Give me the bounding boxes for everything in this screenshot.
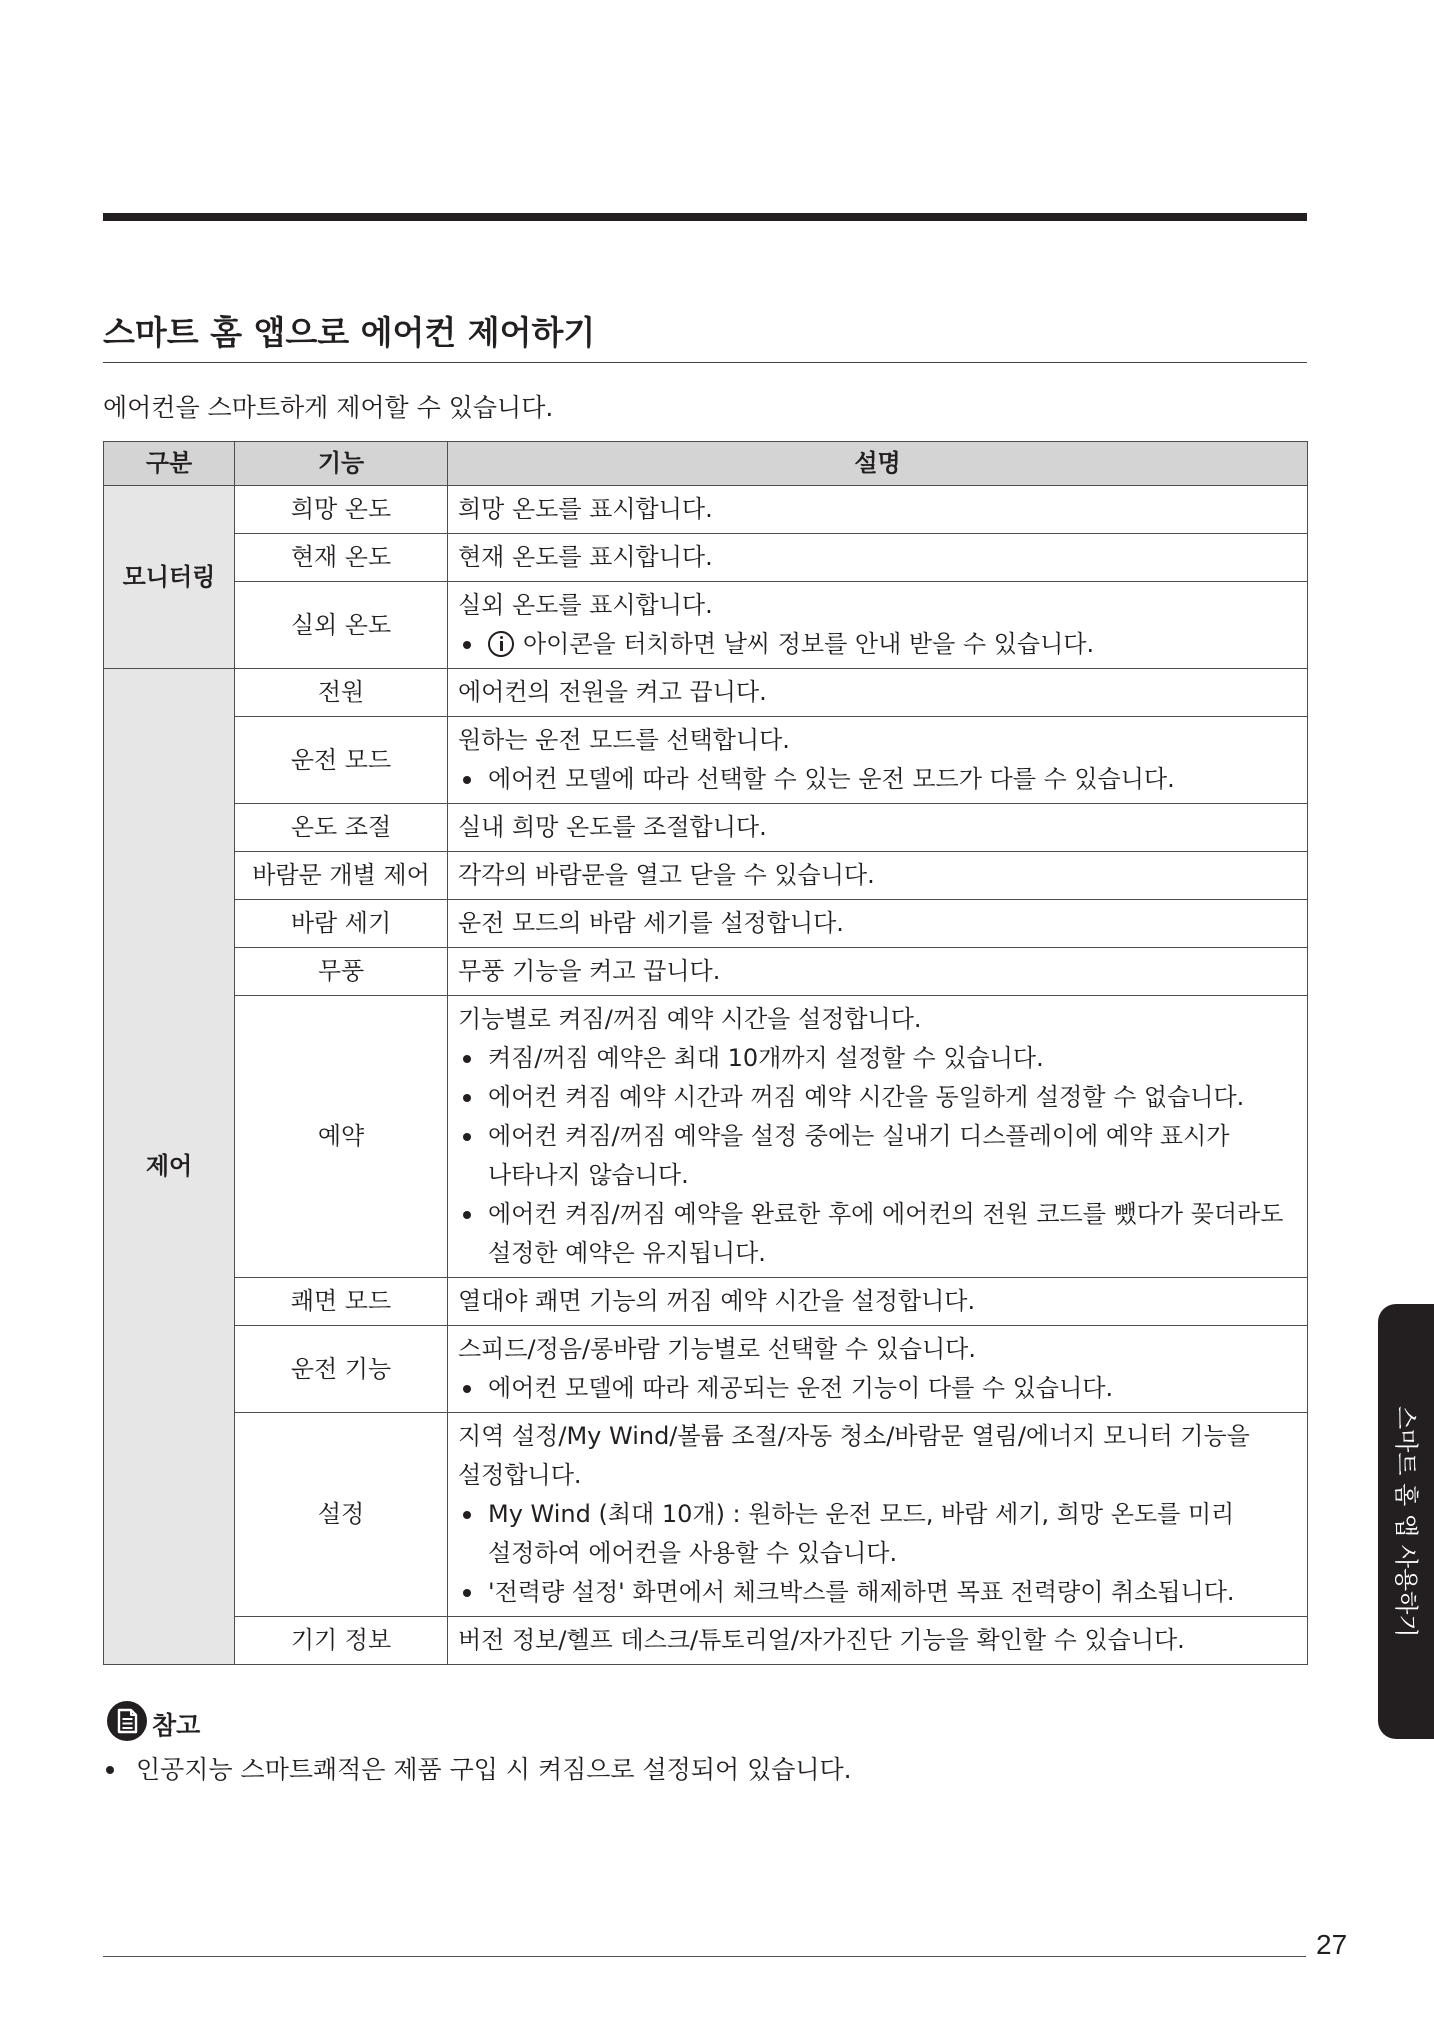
description-line: 에어컨의 전원을 켜고 끕니다. [458, 678, 767, 706]
bullet-text: 켜짐/꺼짐 예약은 최대 10개까지 설정할 수 있습니다. [488, 1044, 1044, 1072]
feature-table [103, 441, 1308, 1665]
bullet-item [458, 760, 1307, 799]
description-line: 스피드/정음/롱바람 기능별로 선택할 수 있습니다. [458, 1335, 976, 1363]
function-cell [235, 534, 448, 582]
page-number: 27 [1316, 1929, 1348, 1960]
function-label: 설정 [317, 1500, 365, 1528]
bullet-text: 에어컨 켜짐/꺼짐 예약을 설정 중에는 실내기 디스플레이에 예약 표시가 [488, 1122, 1230, 1150]
description-cell [448, 948, 1308, 996]
table-row [104, 804, 1308, 852]
function-label: 기기 정보 [290, 1626, 392, 1654]
function-cell [235, 948, 448, 996]
bullet-text: 에어컨 켜짐 예약 시간과 꺼짐 예약 시간을 동일하게 설정할 수 없습니다. [488, 1083, 1245, 1111]
description-cell [448, 717, 1308, 804]
description-cell [448, 1413, 1308, 1617]
bullet-item [458, 1039, 1307, 1078]
note-icon [107, 1701, 147, 1741]
header-category: 구분 [104, 442, 235, 486]
function-cell [235, 804, 448, 852]
function-label: 쾌면 모드 [290, 1287, 392, 1315]
description-line: 원하는 운전 모드를 선택합니다. [458, 726, 790, 754]
description-cell [448, 996, 1308, 1278]
table-row [104, 717, 1308, 804]
table-header-row [104, 442, 1308, 486]
function-label: 실외 온도 [290, 610, 392, 639]
footer-rule [103, 1956, 1306, 1957]
description-cell [448, 804, 1308, 852]
bullet-text: 에어컨 모델에 따라 제공되는 운전 기능이 다를 수 있습니다. [488, 1374, 1114, 1402]
function-label: 운전 기능 [290, 1354, 392, 1383]
function-cell [235, 996, 448, 1278]
category-label: 제어 [145, 1152, 193, 1180]
description-cell [448, 669, 1308, 717]
description-line: 무풍 기능을 켜고 끕니다. [458, 957, 721, 985]
table-row [104, 1278, 1308, 1326]
table-row [104, 534, 1308, 582]
function-label: 바람문 개별 제어 [252, 861, 430, 889]
table-row [104, 900, 1308, 948]
bullet-text: 아이콘을 터치하면 날씨 정보를 안내 받을 수 있습니다. [523, 630, 1095, 658]
function-cell [235, 1413, 448, 1617]
description-cell [448, 582, 1308, 669]
bullet-item [458, 1195, 1307, 1273]
bullet-text: 에어컨 모델에 따라 선택할 수 있는 운전 모드가 다를 수 있습니다. [488, 765, 1175, 793]
table-row [104, 486, 1308, 534]
function-cell [235, 852, 448, 900]
description-cell [448, 1326, 1308, 1413]
header-description: 설명 [448, 442, 1308, 486]
note-bullet-item: 인공지능 스마트쾌적은 제품 구입 시 켜짐으로 설정되어 있습니다. [103, 1755, 852, 1785]
bullet-item [458, 1078, 1307, 1117]
function-cell [235, 717, 448, 804]
description-line: 현재 온도를 표시합니다. [458, 543, 713, 571]
description-cell [448, 852, 1308, 900]
bullet-text: 에어컨 켜짐/꺼짐 예약을 완료한 후에 에어컨의 전원 코드를 뺐다가 꽂더라도 [488, 1200, 1284, 1228]
description-cell [448, 1617, 1308, 1665]
function-cell [235, 1278, 448, 1326]
table-row [104, 669, 1308, 717]
section-top-bar [103, 213, 1307, 221]
table-row [104, 996, 1308, 1278]
category-cell-control [104, 669, 235, 1665]
table-row [104, 1413, 1308, 1617]
intro-text: 에어컨을 스마트하게 제어할 수 있습니다. [103, 393, 554, 422]
function-label: 현재 온도 [290, 543, 392, 571]
function-label: 전원 [317, 678, 365, 706]
side-tab-label: 스마트 홈 앱 사용하기 [1392, 1405, 1420, 1638]
table-row [104, 852, 1308, 900]
bullet-item [458, 1495, 1307, 1573]
description-line: 열대야 쾌면 기능의 꺼짐 예약 시간을 설정합니다. [458, 1287, 976, 1315]
description-line: 실내 희망 온도를 조절합니다. [458, 813, 767, 841]
bullet-text: 설정하여 에어컨을 사용할 수 있습니다. [488, 1539, 898, 1567]
function-cell [235, 1326, 448, 1413]
function-cell [235, 1617, 448, 1665]
bullet-item [458, 1369, 1307, 1408]
bullet-item [458, 1117, 1307, 1195]
function-label: 바람 세기 [290, 909, 392, 937]
bullet-text: My Wind (최대 10개) : 원하는 운전 모드, 바람 세기, 희망 온도를 미리 [488, 1500, 1235, 1528]
table-row [104, 1326, 1308, 1413]
bullet-item [458, 625, 1307, 664]
function-label: 예약 [317, 1122, 365, 1150]
function-cell [235, 582, 448, 669]
side-section-tab [1378, 1304, 1434, 1739]
description-line: 각각의 바람문을 열고 닫을 수 있습니다. [458, 861, 875, 889]
table-row [104, 948, 1308, 996]
bullet-text: 나타나지 않습니다. [488, 1161, 689, 1189]
info-icon [488, 631, 514, 657]
table-row [104, 582, 1308, 669]
category-cell-monitoring [104, 486, 235, 669]
description-cell [448, 900, 1308, 948]
bullet-item [458, 1573, 1307, 1612]
description-line: 기능별로 켜짐/꺼짐 예약 시간을 설정합니다. [458, 1005, 922, 1033]
description-line: 실외 온도를 표시합니다. [458, 591, 713, 619]
function-label: 운전 모드 [290, 745, 392, 774]
description-line: 설정합니다. [458, 1461, 582, 1489]
function-label: 무풍 [317, 957, 365, 985]
function-label: 온도 조절 [290, 813, 392, 841]
function-cell [235, 669, 448, 717]
bullet-text: 설정한 예약은 유지됩니다. [488, 1239, 766, 1267]
description-cell [448, 486, 1308, 534]
table-row [104, 1617, 1308, 1665]
note-label: 참고 [152, 1711, 201, 1740]
description-cell [448, 534, 1308, 582]
title-underline [103, 362, 1307, 363]
bullet-text: '전력량 설정' 화면에서 체크박스를 해제하면 목표 전력량이 취소됩니다. [488, 1578, 1235, 1606]
description-cell [448, 1278, 1308, 1326]
category-label: 모니터링 [122, 562, 216, 591]
page-title: 스마트 홈 앱으로 에어컨 제어하기 [103, 313, 596, 352]
header-function: 기능 [235, 442, 448, 486]
description-line: 희망 온도를 표시합니다. [458, 495, 713, 523]
description-line: 운전 모드의 바람 세기를 설정합니다. [458, 909, 844, 937]
description-line: 지역 설정/My Wind/볼륨 조절/자동 청소/바람문 열림/에너지 모니터 기능을 [458, 1422, 1250, 1450]
description-line: 버전 정보/헬프 데스크/튜토리얼/자가진단 기능을 확인할 수 있습니다. [458, 1626, 1185, 1654]
function-cell [235, 486, 448, 534]
function-cell [235, 900, 448, 948]
function-label: 희망 온도 [290, 495, 392, 523]
